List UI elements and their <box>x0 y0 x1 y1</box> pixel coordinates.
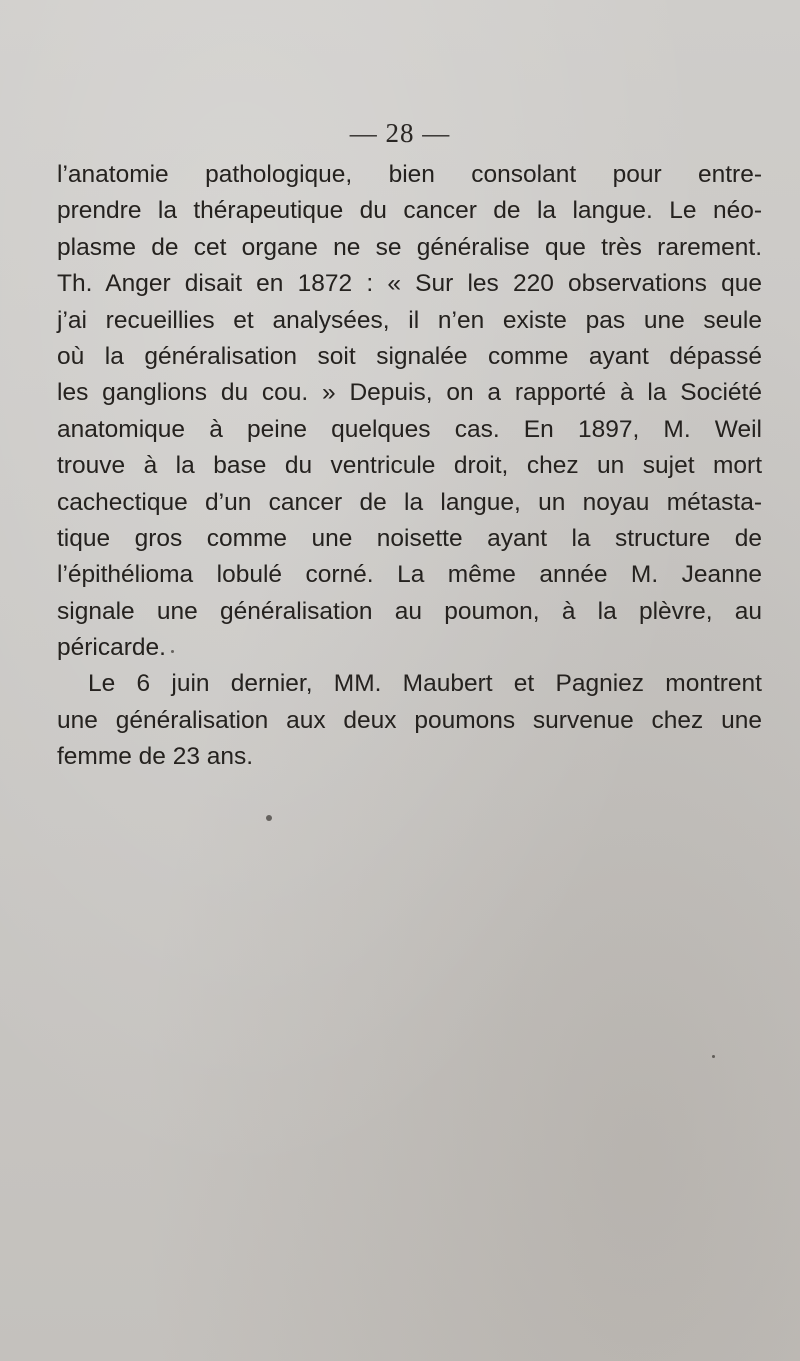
ink-speck <box>712 1055 715 1058</box>
ink-speck <box>266 815 272 821</box>
text-line: l’anatomie pathologique, bien consolant pour entre- <box>57 161 762 188</box>
text-line: signale une généralisation au poumon, à la plèvre, au <box>57 597 762 625</box>
text-line: tique gros comme une noisette ayant la structure de <box>57 524 762 552</box>
text-line: anatomique à peine quelques cas. En 1897, M. Weil <box>57 415 762 443</box>
text-line: Le 6 juin dernier, MM. Maubert et Pagniez montrent <box>88 670 762 698</box>
text-line: les ganglions du cou. » Depuis, on a rapporté à la Société <box>57 379 762 407</box>
text-line: Th. Anger disait en 1872 : « Sur les 220 observations que <box>57 270 762 298</box>
ink-speck <box>171 650 174 653</box>
text-line: cachectique d’un cancer de la langue, un noyau métasta- <box>57 488 762 516</box>
text-line: où la généralisation soit signalée comme ayant dépassé <box>57 342 762 370</box>
text-line: l’épithélioma lobulé corné. La même année M. Jeanne <box>57 561 762 589</box>
text-line: trouve à la base du ventricule droit, chez un sujet mort <box>57 452 762 480</box>
text-line: péricarde. <box>57 634 166 662</box>
text-line: une généralisation aux deux poumons survenue chez une <box>57 706 762 734</box>
text-line: plasme de cet organe ne se généralise que très rarement. <box>57 233 762 261</box>
text-line: j’ai recueillies et analysées, il n’en existe pas une seule <box>57 306 762 334</box>
text-line: prendre la thérapeutique du cancer de la langue. Le néo- <box>57 197 762 225</box>
body-text <box>57 157 762 776</box>
page-number: — 28 — <box>349 118 451 148</box>
text-line: femme de 23 ans. <box>57 743 254 771</box>
